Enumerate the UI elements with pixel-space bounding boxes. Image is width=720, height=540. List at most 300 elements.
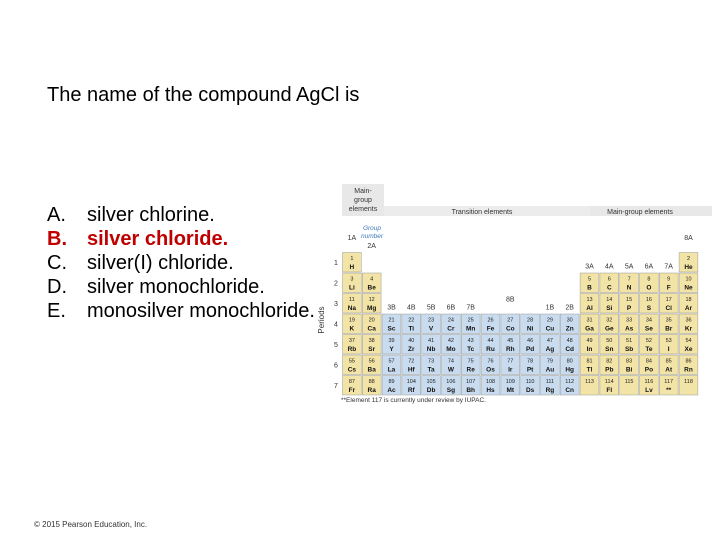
atomic-number: 85	[665, 358, 672, 365]
atomic-number: 32	[606, 317, 613, 324]
group-label: 7B	[466, 304, 475, 312]
element-cell	[402, 335, 421, 355]
element-cell	[521, 355, 540, 375]
element-symbol: Ar	[684, 305, 693, 312]
element-symbol: B	[587, 284, 592, 292]
element-symbol: Be	[367, 284, 376, 292]
element-cell	[541, 355, 560, 375]
element-cell	[560, 355, 579, 375]
answer-letter: B.	[47, 228, 67, 250]
atomic-number: 79	[546, 358, 553, 365]
element-cell	[382, 355, 401, 375]
element-symbol: Bh	[466, 387, 476, 394]
atomic-number: 105	[426, 379, 436, 385]
element-cell	[402, 314, 421, 334]
element-cell	[659, 314, 678, 334]
atomic-number: 51	[626, 338, 633, 344]
element-symbol: Hf	[407, 366, 415, 374]
atomic-number: 53	[665, 338, 672, 344]
element-cell	[640, 273, 659, 293]
atomic-number: 117	[664, 379, 674, 385]
atomic-number: 75	[467, 358, 474, 365]
atomic-number: 56	[368, 358, 375, 365]
atomic-number: 45	[507, 338, 514, 344]
group-label: 4A	[605, 263, 614, 271]
transition-label: Transition elements	[451, 209, 513, 216]
element-cell	[422, 355, 441, 375]
element-symbol: Cn	[565, 387, 575, 394]
element-symbol: Rn	[684, 366, 693, 374]
element-symbol: Al	[586, 305, 593, 312]
element-symbol: Os	[486, 366, 495, 374]
element-symbol: Po	[644, 366, 654, 374]
main-group-left-label-1: Main-	[354, 188, 372, 195]
element-cell	[362, 376, 381, 396]
group-label: 5A	[624, 263, 634, 271]
element-symbol: Rf	[407, 387, 415, 394]
element-cell	[580, 294, 599, 314]
element-cell	[422, 376, 441, 396]
atomic-number: 26	[487, 317, 494, 324]
element-cell	[560, 314, 579, 334]
element-cell	[640, 335, 659, 355]
atomic-number: 113	[585, 379, 594, 385]
element-symbol: Re	[466, 366, 475, 374]
element-cell	[343, 376, 362, 396]
atomic-number: 73	[428, 358, 435, 365]
element-symbol: Xe	[684, 346, 693, 353]
atomic-number: 35	[665, 317, 672, 324]
element-cell	[343, 355, 362, 375]
answer-d[interactable]	[47, 275, 327, 299]
group-number-label-1: Group	[362, 225, 382, 232]
element-symbol: Rg	[545, 387, 555, 394]
element-symbol: Au	[545, 366, 555, 374]
element-symbol: F	[666, 284, 671, 292]
atomic-number: 15	[626, 297, 633, 303]
atomic-number: 46	[527, 338, 534, 344]
atomic-number: 33	[626, 317, 633, 324]
period-number: 3	[334, 301, 338, 308]
atomic-number: 12	[368, 297, 375, 303]
element-symbol: He	[684, 264, 693, 271]
atomic-number: 83	[626, 358, 633, 365]
atomic-number: 106	[446, 379, 456, 385]
element-cell	[620, 355, 639, 375]
element-cell	[402, 355, 421, 375]
atomic-number: 22	[408, 317, 415, 324]
element-cell	[521, 314, 540, 334]
atomic-number: 23	[428, 317, 435, 324]
atomic-number: 4	[370, 276, 374, 283]
group-label: 5B	[426, 304, 436, 312]
element-cell	[382, 376, 401, 396]
element-cell	[501, 335, 520, 355]
element-cell	[481, 314, 500, 334]
atomic-number: 8	[647, 276, 651, 283]
element-cell	[580, 355, 599, 375]
element-cell	[640, 355, 659, 375]
atomic-number: 110	[525, 379, 535, 385]
element-cell	[600, 355, 619, 375]
atomic-number: 24	[447, 317, 454, 324]
atomic-number: 54	[685, 338, 692, 344]
element-cell	[620, 273, 639, 293]
atomic-number: 115	[624, 379, 634, 385]
atomic-number: 10	[685, 276, 692, 283]
group-label: 7A	[664, 263, 673, 271]
element-symbol: Mn	[466, 325, 476, 333]
element-symbol: Pt	[526, 366, 534, 374]
atomic-number: 108	[485, 379, 496, 385]
element-symbol: Li	[349, 284, 355, 292]
atomic-number: 2	[686, 256, 691, 262]
atomic-number: 72	[408, 358, 415, 365]
group-label: 6B	[446, 304, 456, 312]
element-cell	[343, 314, 362, 334]
atomic-number: 114	[604, 379, 614, 385]
element-cell	[640, 314, 659, 334]
atomic-number: 39	[388, 338, 395, 344]
element-cell	[620, 376, 639, 396]
answer-c[interactable]	[47, 251, 327, 275]
element-cell	[501, 314, 520, 334]
element-cell	[481, 335, 500, 355]
element-symbol: Ac	[387, 387, 396, 394]
element-cell	[541, 376, 560, 396]
periodic-table	[316, 180, 716, 415]
atomic-number: 86	[685, 358, 692, 365]
atomic-number: 42	[447, 338, 454, 344]
atomic-number: 29	[546, 317, 553, 324]
answer-letter: C.	[47, 252, 67, 274]
element-cell	[362, 335, 381, 355]
answer-b[interactable]	[47, 227, 327, 251]
group-label: 2B	[565, 304, 574, 312]
element-cell	[481, 355, 500, 375]
atomic-number: 21	[388, 317, 395, 324]
element-symbol: Pb	[605, 366, 614, 374]
element-cell	[362, 314, 381, 334]
element-symbol: P	[626, 305, 632, 312]
element-cell	[600, 335, 619, 355]
atomic-number: 112	[565, 379, 575, 385]
element-symbol: Db	[426, 387, 436, 394]
period-number: 5	[334, 342, 338, 349]
atomic-number: 28	[527, 317, 534, 324]
element-symbol: **	[666, 387, 672, 394]
atomic-number: 6	[607, 276, 611, 283]
element-symbol: Ca	[367, 325, 376, 333]
atomic-number: 41	[428, 338, 435, 344]
atomic-number: 49	[586, 338, 593, 344]
element-symbol: Rb	[347, 346, 357, 353]
period-number: 1	[334, 260, 338, 267]
atomic-number: 31	[586, 317, 593, 324]
element-cell	[461, 355, 480, 375]
group-number-label-2: number	[360, 233, 384, 240]
element-symbol: Cs	[347, 366, 357, 374]
element-cell	[442, 314, 461, 334]
element-cell	[620, 335, 639, 355]
element-symbol: As	[624, 325, 634, 333]
atomic-number: 55	[348, 358, 355, 365]
answer-letter: E.	[47, 300, 66, 322]
answer-e[interactable]	[47, 299, 327, 323]
element-cell	[343, 294, 362, 314]
element-symbol: Ta	[427, 366, 435, 374]
group-label: 8A	[684, 235, 693, 242]
element-cell	[600, 294, 619, 314]
element-cell	[659, 376, 678, 396]
atomic-number: 118	[684, 379, 693, 385]
answer-text: silver monochloride.	[87, 276, 265, 298]
element-symbol: Fe	[486, 325, 495, 333]
answer-text: silver chloride.	[87, 228, 229, 250]
element-symbol: W	[447, 366, 454, 374]
element-symbol: Ni	[526, 325, 534, 333]
atomic-number: 19	[348, 317, 355, 324]
element-cell	[521, 376, 540, 396]
atomic-number: 17	[665, 297, 672, 303]
element-symbol: Tc	[467, 346, 475, 353]
periodic-table-figure	[316, 180, 716, 410]
element-cell	[521, 335, 540, 355]
element-symbol: Cr	[447, 325, 455, 333]
element-symbol: S	[646, 305, 652, 312]
atomic-number: 1	[350, 256, 354, 262]
atomic-number: 77	[507, 358, 514, 365]
element-symbol: Nb	[426, 346, 436, 353]
element-symbol: C	[606, 284, 612, 292]
element-cell	[343, 335, 362, 355]
element-symbol: Ge	[604, 325, 614, 333]
atomic-number: 82	[606, 358, 613, 365]
element-cell	[560, 335, 579, 355]
atomic-number: 80	[566, 358, 573, 365]
element-symbol: Sr	[368, 346, 376, 353]
element-symbol: In	[586, 346, 593, 353]
group-label: 6A	[644, 263, 654, 271]
element-symbol: Ne	[684, 284, 693, 292]
element-cell	[442, 335, 461, 355]
atomic-number: 13	[586, 297, 593, 303]
element-symbol: Tl	[586, 366, 593, 374]
element-cell	[343, 253, 362, 273]
element-cell	[382, 314, 401, 334]
element-cell	[580, 314, 599, 334]
atomic-number: 14	[606, 297, 613, 303]
period-number: 2	[334, 280, 338, 288]
atomic-number: 16	[645, 297, 652, 303]
element-symbol: Ti	[408, 325, 415, 333]
group-label: 2A	[367, 243, 376, 250]
atomic-number: 7	[627, 276, 631, 283]
atomic-number: 81	[586, 358, 593, 365]
element-cell	[541, 335, 560, 355]
atomic-number: 74	[447, 358, 454, 365]
element-cell	[461, 376, 480, 396]
element-symbol: Sg	[446, 387, 456, 394]
question-text: The name of the compound AgCl is	[47, 84, 360, 106]
element-symbol: Y	[389, 346, 394, 353]
element-cell	[461, 314, 480, 334]
main-group-left-label-3: elements	[348, 206, 378, 213]
element-cell	[541, 314, 560, 334]
element-cell	[422, 314, 441, 334]
copyright-footer: © 2015 Pearson Education, Inc.	[34, 520, 148, 529]
group-label: 4B	[407, 304, 416, 312]
element-symbol: Sc	[387, 325, 396, 333]
group-label: 1A	[347, 235, 357, 242]
group-label: 3B	[387, 304, 396, 312]
element-cell	[461, 335, 480, 355]
element-symbol: Ag	[545, 346, 555, 353]
element-cell	[679, 253, 698, 273]
atomic-number: 50	[606, 338, 613, 344]
atomic-number: 47	[546, 338, 553, 344]
element-symbol: Cu	[545, 325, 555, 333]
element-cell	[580, 335, 599, 355]
element-symbol: I	[667, 346, 670, 353]
atomic-number: 5	[587, 276, 592, 283]
atomic-number: 52	[645, 338, 652, 344]
element-cell	[600, 376, 619, 396]
element-symbol: V	[428, 325, 434, 333]
main-group-left-label-2: group	[354, 197, 372, 204]
atomic-number: 109	[505, 379, 515, 385]
element-symbol: O	[646, 284, 652, 292]
atomic-number: 48	[566, 338, 573, 344]
answer-text: silver(I) chloride.	[87, 252, 234, 274]
element-cell	[382, 335, 401, 355]
main-group-right-label: Main-group elements	[607, 209, 673, 216]
atomic-number: 87	[348, 379, 355, 385]
element-cell	[580, 376, 599, 396]
atomic-number: 34	[645, 317, 652, 324]
period-number: 7	[334, 383, 338, 390]
element-symbol: Ga	[585, 325, 594, 333]
element-symbol: Cl	[665, 305, 672, 312]
element-symbol: Pd	[525, 346, 535, 353]
element-cell	[659, 355, 678, 375]
element-symbol: Hg	[565, 366, 575, 374]
answer-a[interactable]	[47, 203, 327, 227]
element-cell	[620, 294, 639, 314]
element-cell	[600, 314, 619, 334]
atomic-number: 11	[349, 297, 355, 303]
element-symbol: Na	[347, 305, 357, 312]
atomic-number: 36	[685, 317, 692, 324]
element-symbol: Fr	[348, 387, 356, 394]
element-cell	[659, 294, 678, 314]
element-symbol: Se	[644, 325, 653, 333]
element-symbol: Bi	[625, 366, 633, 374]
atomic-number: 3	[350, 276, 354, 283]
element-symbol: N	[626, 284, 632, 292]
element-symbol: Co	[505, 325, 515, 333]
element-symbol: Fl	[606, 387, 613, 394]
element-cell	[442, 355, 461, 375]
element-cell	[679, 376, 698, 396]
element-symbol: Lv	[645, 387, 653, 394]
atomic-number: 20	[368, 317, 375, 324]
element-cell	[679, 355, 698, 375]
atomic-number: 57	[388, 358, 395, 365]
atomic-number: 27	[507, 317, 514, 324]
element-symbol: Hs	[486, 387, 495, 394]
element-cell	[640, 376, 659, 396]
element-symbol: Cd	[565, 346, 575, 353]
element-cell	[362, 273, 381, 293]
atomic-number: 37	[348, 338, 355, 344]
element-symbol: La	[387, 366, 396, 374]
element-note: **Element 117 is currently under review by IUPAC.	[341, 397, 486, 404]
element-cell	[620, 314, 639, 334]
element-symbol: Ru	[486, 346, 495, 353]
atomic-number: 111	[545, 379, 555, 385]
element-cell	[560, 376, 579, 396]
element-symbol: Br	[665, 325, 673, 333]
answer-letter: A.	[47, 204, 66, 226]
element-symbol: Kr	[684, 325, 693, 333]
atomic-number: 40	[408, 338, 415, 344]
element-cell	[402, 376, 421, 396]
atomic-number: 116	[644, 379, 654, 385]
period-number: 6	[334, 362, 338, 370]
atomic-number: 44	[487, 338, 494, 344]
answer-text: silver chlorine.	[87, 204, 215, 226]
element-cell	[679, 273, 698, 293]
element-cell	[679, 294, 698, 314]
element-cell	[640, 294, 659, 314]
answer-letter: D.	[47, 276, 67, 298]
element-cell	[362, 294, 381, 314]
element-symbol: Ds	[525, 387, 535, 394]
element-symbol: Si	[606, 305, 613, 312]
element-cell	[481, 376, 500, 396]
element-cell	[679, 314, 698, 334]
atomic-number: 38	[368, 338, 375, 344]
periods-axis-label: Periods	[317, 306, 326, 334]
element-symbol: Ra	[367, 387, 376, 394]
atomic-number: 30	[566, 317, 573, 324]
answer-list	[47, 203, 327, 323]
element-symbol: H	[349, 264, 355, 271]
element-cell	[600, 273, 619, 293]
period-number: 4	[334, 321, 338, 329]
answer-text: monosilver monochloride.	[87, 300, 315, 322]
element-cell	[501, 376, 520, 396]
atomic-number: 18	[685, 297, 692, 303]
element-symbol: Zr	[408, 346, 415, 353]
element-cell	[442, 376, 461, 396]
element-symbol: Mt	[506, 387, 515, 394]
element-symbol: Rh	[505, 346, 515, 353]
element-symbol: Ba	[367, 366, 376, 374]
element-symbol: Sn	[605, 346, 614, 353]
atomic-number: 43	[467, 338, 474, 344]
element-symbol: Te	[645, 346, 653, 353]
element-cell	[343, 273, 362, 293]
group-label: 1B	[545, 304, 555, 312]
atomic-number: 84	[645, 358, 652, 365]
atomic-number: 88	[368, 379, 375, 385]
element-cell	[580, 273, 599, 293]
element-cell	[679, 335, 698, 355]
atomic-number: 107	[466, 379, 476, 385]
atomic-number: 104	[406, 379, 416, 385]
